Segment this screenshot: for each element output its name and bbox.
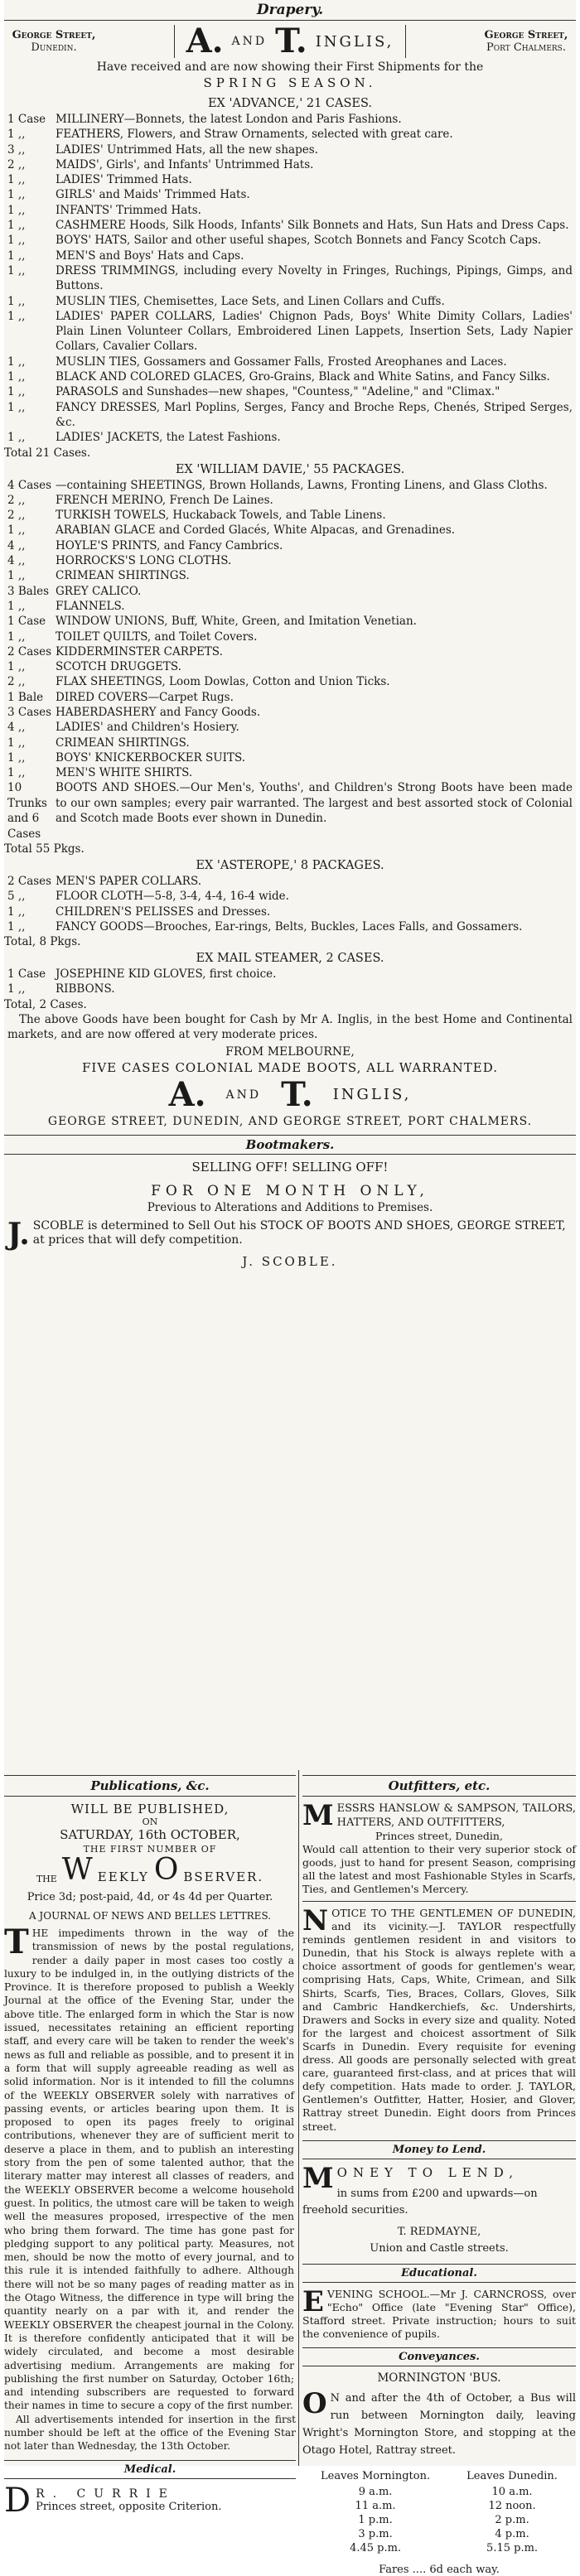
item-quantity: 1 ,, <box>7 263 26 277</box>
item-description: HORROCKS'S LONG CLOTHS. <box>56 554 232 568</box>
title-w: W <box>61 1853 93 1887</box>
drapery-closing: The above Goods have been bought for Cash by Mr A. Inglis, in the best Home and Continental markets, and are now offered at very moderate prices. <box>7 1012 573 1041</box>
shipment-item <box>7 630 573 644</box>
shipment-item <box>7 644 573 659</box>
shipment-item <box>7 889 573 904</box>
item-quantity: 1 ,, <box>7 919 26 933</box>
bus-time: 5.15 p.m. <box>486 2541 539 2554</box>
shipment-item <box>7 309 573 355</box>
from-melbourne: FROM MELBOURNE, <box>225 1044 355 1059</box>
left-address <box>4 29 104 54</box>
item-description: FLOOR CLOTH—5-8, 3-4, 4-4, 16-4 wide. <box>56 890 289 904</box>
drop-cap: M <box>302 2161 334 2195</box>
hanslow-ad <box>302 1799 576 1896</box>
shipment-item <box>7 780 573 826</box>
item-quantity: 2 ,, <box>7 157 26 171</box>
dunedin-times <box>466 2469 558 2555</box>
season-line: SPRING SEASON. <box>203 75 377 90</box>
item-description: BOYS' HATS, Sailor and other useful shapes, Scotch Bonnets and Fancy Scotch Caps. <box>56 234 542 248</box>
shipment-list <box>4 967 576 997</box>
item-description: FRENCH MERINO, French De Laines. <box>56 493 273 507</box>
previous-note: Previous to Alterations and Additions to Premises. <box>147 1200 433 1214</box>
item-quantity: 1 ,, <box>7 188 26 202</box>
currie-ad <box>4 2481 296 2520</box>
item-description: CRIMEAN SHIRTINGS. <box>56 569 190 583</box>
item-quantity: 1 ,, <box>7 431 26 445</box>
item-quantity: 1 ,, <box>7 370 26 384</box>
item-description: MUSLIN TIES, Chemisettes, Lace Sets, and Linen Collars and Cuffs. <box>56 294 445 308</box>
inglis-name <box>174 22 407 60</box>
item-quantity: 1 Case <box>7 113 46 126</box>
shipment-item <box>7 659 573 674</box>
leaves-dunedin: Leaves Dunedin. <box>466 2469 558 2482</box>
bus-time: 10 a.m. <box>491 2485 533 2498</box>
weekly-observer-title <box>4 1853 296 1887</box>
item-quantity: 1 ,, <box>7 173 26 187</box>
item-description: JOSEPHINE KID GLOVES, first choice. <box>56 967 277 982</box>
shipment-item <box>7 142 573 157</box>
and-text: AND <box>231 35 268 48</box>
publications-header: Publications, &c. <box>4 1775 296 1797</box>
item-description: PARASOLS and Sunshades—new shapes, "Countess," "Adeline," and "Climax." <box>56 385 500 399</box>
selling-off: SELLING OFF! SELLING OFF! <box>191 1159 389 1175</box>
item-quantity: 1 ,, <box>7 599 26 613</box>
item-description: MILLINERY—Bonnets, the latest London and Paris Fashions. <box>56 113 402 126</box>
name-tail: INGLIS, <box>332 1086 412 1104</box>
shipment-item <box>7 263 573 294</box>
drop-cap: T <box>4 1922 29 1961</box>
item-quantity: 5 ,, <box>7 890 26 904</box>
item-description: INFANTS' Trimmed Hats. <box>56 203 201 217</box>
and-text: AND <box>225 1088 262 1102</box>
footer-streets: GEORGE STREET, DUNEDIN, AND GEORGE STREET, PORT CHALMERS. <box>47 1114 533 1128</box>
item-description: ARABIAN GLACE and Corded Glacés, White Alpacas, and Grenadines. <box>56 523 456 538</box>
item-quantity: 1 Case <box>7 615 46 629</box>
shipment-item <box>7 690 573 705</box>
shipment-item <box>7 720 573 735</box>
drop-cap: O <box>302 2386 327 2420</box>
bus-time: 12 noon. <box>488 2499 536 2512</box>
shipment-item <box>7 553 573 568</box>
drapery-section <box>4 0 576 1269</box>
shipment-item <box>7 248 573 263</box>
item-quantity: 1 ,, <box>7 569 26 583</box>
taylor-ad <box>302 1904 576 2134</box>
item-description: —containing SHEETINGS, Brown Hollands, Lawns, Fronting Linens, and Glass Cloths. <box>56 478 548 492</box>
shipment-item <box>7 523 573 538</box>
item-description: WINDOW UNIONS, Buff, White, Green, and Imitation Venetian. <box>56 615 417 629</box>
item-description: SCOTCH DRUGGETS. <box>56 660 181 674</box>
item-quantity: 1 ,, <box>7 630 26 644</box>
item-description: MEN'S PAPER COLLARS. <box>56 874 202 888</box>
on-text: ON <box>142 1816 158 1827</box>
item-quantity: 1 ,, <box>7 400 26 414</box>
fares: Fares .... 6d each way. <box>379 2563 500 2576</box>
shipment-item <box>7 157 573 172</box>
item-description: DRESS TRIMMINGS, including every Novelty in Fringes, Ruchings, Pipings, Gimps, and Buttons. <box>56 263 573 293</box>
item-description: LADIES' Untrimmed Hats, all the new shapes. <box>56 142 318 157</box>
shipment-item <box>7 127 573 142</box>
newspaper-page <box>4 0 576 2576</box>
title-weekly: EEKLY <box>97 1869 149 1884</box>
evening-school-text: VENING SCHOOL.—Mr J. CARNCROSS, over "Echo" Office (late "Evening Star" Office), Stafford street. Private instruction; hours to suit the convenience of pupils. <box>302 2287 576 2340</box>
bus-time: 2 p.m. <box>495 2513 529 2526</box>
currie-text <box>36 2487 221 2513</box>
shipment-title: EX 'ADVANCE,' 21 CASES. <box>207 97 373 110</box>
rule <box>4 1154 576 1155</box>
shipment-item <box>7 736 573 750</box>
redmayne-address: Union and Castle streets. <box>370 2241 509 2255</box>
shipment-title: EX 'ASTEROPE,' 8 PACKAGES. <box>196 858 384 872</box>
item-quantity: 3 ,, <box>7 142 26 157</box>
shipment-item <box>7 400 573 431</box>
shipment-item <box>7 218 573 233</box>
item-description: TOILET QUILTS, and Toilet Covers. <box>56 630 258 644</box>
right-town: Port Chalmers. <box>486 41 566 54</box>
scoble-text: SCOBLE is determined to Sell Out his STOCK OF BOOTS AND SHOES, GEORGE STREET, at prices that will defy competition. <box>32 1218 566 1247</box>
first-number: THE FIRST NUMBER OF <box>83 1844 217 1855</box>
item-quantity: 1 ,, <box>7 523 26 538</box>
item-description: RIBBONS. <box>56 982 115 996</box>
item-description: MAIDS', Girls', and Infants' Untrimmed Hats. <box>56 157 314 171</box>
shipment-item <box>7 369 573 384</box>
inglis-masthead <box>4 21 576 60</box>
scoble-ad <box>4 1216 576 1252</box>
shipment-item <box>7 750 573 765</box>
shipment-item <box>7 538 573 553</box>
bus-time: 4 p.m. <box>495 2527 529 2540</box>
item-quantity: 1 ,, <box>7 234 26 248</box>
big-a: A. <box>186 22 224 60</box>
drapery-header: Drapery. <box>256 2 324 18</box>
inglis-footer-name <box>4 1074 576 1114</box>
item-description: FANCY DRESSES, Marl Poplins, Serges, Fancy and Broche Reps, Chenés, Striped Serges, &c. <box>56 400 573 429</box>
money-title: ONEY TO LEND, <box>336 2164 520 2180</box>
item-description: CRIMEAN SHIRTINGS. <box>56 736 190 750</box>
title-the: THE <box>36 1874 57 1884</box>
shipment-item <box>7 599 573 614</box>
shipment-item <box>7 112 573 127</box>
item-quantity: 1 ,, <box>7 355 26 369</box>
redmayne-name: T. REDMAYNE, <box>397 2225 481 2238</box>
item-description: BOYS' KNICKERBOCKER SUITS. <box>56 750 246 765</box>
bus-timetable <box>302 2469 576 2555</box>
item-quantity: 2 ,, <box>7 675 26 689</box>
left-town: Dunedin. <box>31 41 77 54</box>
shipment-title: EX MAIL STEAMER, 2 CASES. <box>196 952 384 966</box>
item-description: HABERDASHERY and Fancy Goods. <box>56 705 261 719</box>
shipment-total: Total 21 Cases. <box>4 446 91 460</box>
item-quantity: 1 Case <box>7 967 46 982</box>
shipment-item <box>7 508 573 523</box>
observer-text: HE impediments thrown in the way of the transmission of news by the postal regulations, render a daily paper in most cases too costly a luxury to be indulged in, in the outlying districts of the Province. It is therefore proposed to publish a Weekly Journal at the office of the Evening Star, under the above title. The enlarged form in which the Star is now issued, necessitates retaining an efficient reporting staff, and every care will be taken to render the week's news as full and reliable as possible, and to present it in a form that will supply agreeable reading as well as solid information. Nor is it intended to fill the columns of the WEEKLY OBSERVER solely with narratives of passing events, or articles bearing upon them. It is proposed to open its pages freely to original contributions, whenever they are of sufficient merit to deserve a place in them, and to publish an interesting story from the pen of some talented author, that the literary matter may interest all classes of readers, and the WEEKLY OBSERVER become a welcome household guest. In politics, the utmost care will be taken to weigh well the measures proposed, irrespective of the men who bring them forward. The time has gone past for pledging support to any political party. Measures, not men, should be now the motto of every journal, and to this rule it is intended faithfully to adhere. Although there will not be so many pages of reading matter as in the Otago Witness, the difference in type will bring the quantity nearly on a par with it, and render the WEEKLY OBSERVER the cheapest journal in the Colony. It is therefore confidently anticipated that it will be widely circulated, and become a most desirable advertising medium. Arrangements are making for publishing the first number on Saturday, October 16th; and intending subscribers are requested to forward their names in time to secure a copy of the first number. <box>4 1927 294 2412</box>
item-quantity: 1 ,, <box>7 309 26 323</box>
bus-ad <box>302 2386 576 2459</box>
shipment-list <box>4 874 576 934</box>
item-description: FANCY GOODS—Brooches, Ear-rings, Belts, Buckles, Laces Falls, and Gossamers. <box>56 919 523 933</box>
conveyances-header: Conveyances. <box>302 2347 576 2366</box>
evening-school-ad <box>302 2284 576 2341</box>
item-quantity: 1 ,, <box>7 128 26 142</box>
item-quantity: 1 ,, <box>7 219 26 233</box>
journal-line: A JOURNAL OF NEWS AND BELLES LETTRES. <box>28 1910 272 1922</box>
name-tail: INGLIS, <box>315 32 394 51</box>
big-t: T. <box>281 1074 313 1114</box>
column-divider <box>298 1770 299 2466</box>
hanslow-address: Princes street, Dunedin, <box>375 1830 503 1842</box>
item-quantity: 1 ,, <box>7 248 26 263</box>
item-description: FEATHERS, Flowers, and Straw Ornaments, selected with great care. <box>56 128 453 142</box>
publish-date: SATURDAY, 16th OCTOBER, <box>60 1827 240 1842</box>
intro-line: Have received and are now showing their First Shipments for the <box>96 60 484 74</box>
shipment-item <box>7 874 573 889</box>
item-quantity: 10 Trunks <box>7 781 47 810</box>
bus-time: 1 p.m. <box>358 2513 393 2526</box>
shipment-item <box>7 765 573 780</box>
bus-time: 3 p.m. <box>358 2527 393 2540</box>
advert-note: All advertisements intended for insertion in the first number should be left at the office of the Evening Star not later than Wednesday, the 13th October. <box>4 2413 296 2453</box>
price: Price 3d; post-paid, 4d, or 4s 4d per Quarter. <box>27 1891 273 1903</box>
item-quantity: 4 Cases <box>7 478 52 492</box>
item-quantity: 1 ,, <box>7 982 26 996</box>
hanslow-title: ESSRS HANSLOW & SAMPSON, TAILORS, HATTERS, AND OUTFITTERS, <box>336 1802 576 1829</box>
drop-cap: D <box>4 2481 31 2520</box>
item-quantity: 3 Bales <box>7 584 50 598</box>
shipment-list <box>4 112 576 446</box>
shipment-item <box>7 187 573 202</box>
item-quantity: 4 ,, <box>7 721 26 735</box>
rule <box>302 1901 576 1902</box>
big-t: T. <box>275 22 307 60</box>
shipment-item <box>7 904 573 919</box>
item-quantity: 1 ,, <box>7 766 26 780</box>
bus-time: 4.45 p.m. <box>350 2541 402 2554</box>
drop-cap: M <box>302 1799 334 1832</box>
shipment-item <box>7 982 573 996</box>
shipment-item <box>7 568 573 583</box>
item-description: GIRLS' and Maids' Trimmed Hats. <box>56 188 250 202</box>
currie-address: Princes street, opposite Criterion. <box>36 2501 222 2514</box>
item-description: MEN'S WHITE SHIRTS. <box>56 766 193 780</box>
one-month: FOR ONE MONTH ONLY, <box>151 1182 429 1199</box>
item-quantity: 4 ,, <box>7 554 26 568</box>
bus-time: 9 a.m. <box>358 2485 393 2498</box>
item-quantity-extra: and 6 Cases <box>7 812 41 841</box>
item-description: DIRED COVERS—Carpet Rugs. <box>56 690 234 704</box>
item-quantity: 1 ,, <box>7 385 26 399</box>
shipment-item <box>7 355 573 369</box>
item-description: LADIES' PAPER COLLARS, Ladies' Chignon Pads, Boys' White Dimity Collars, Ladies' Plain Linen Volunteer Collars, Embroidered Linen Lappets, Insertion Sets, Lady Napier Collars, Cavalier Collars. <box>56 309 573 354</box>
shipment-item <box>7 294 573 309</box>
shipment-title: EX 'WILLIAM DAVIE,' 55 PACKAGES. <box>175 462 405 476</box>
shipment-item <box>7 584 573 599</box>
item-description: FLAX SHEETINGS, Loom Dowlas, Cotton and Union Ticks. <box>56 675 390 689</box>
item-description: MUSLIN TIES, Gossamers and Gossamer Falls, Frosted Areophanes and Laces. <box>56 355 507 369</box>
item-quantity: 2 ,, <box>7 493 26 507</box>
mornington-times <box>321 2469 430 2555</box>
item-description: LADIES' JACKETS, the Latest Fashions. <box>56 431 281 445</box>
observer-body <box>4 1922 296 2413</box>
hanslow-body: Would call attention to their very superior stock of goods, just to hand for present Season, comprising all the latest and most Fashionable Styles in Scarfs, Ties, and Gentlemen's Mercery. <box>302 1843 576 1895</box>
scoble-sign: J. SCOBLE. <box>242 1253 338 1269</box>
shipment-total: Total, 8 Pkgs. <box>4 935 81 949</box>
item-description: MEN'S and Boys' Hats and Caps. <box>56 248 244 263</box>
drop-cap: N <box>302 1904 329 1937</box>
shipment-item <box>7 614 573 629</box>
item-quantity: 1 ,, <box>7 203 26 217</box>
bus-time: 11 a.m. <box>355 2499 396 2512</box>
item-description: TURKISH TOWELS, Huckaback Towels, and Table Linens. <box>56 509 386 523</box>
money-ad <box>302 2161 576 2257</box>
item-description: HOYLE'S PRINTS, and Fancy Cambrics. <box>56 538 283 552</box>
leaves-mornington: Leaves Mornington. <box>321 2469 431 2482</box>
item-quantity: 2 ,, <box>7 509 26 523</box>
right-column <box>302 1768 576 2576</box>
shipment-item <box>7 967 573 982</box>
shipment-item <box>7 919 573 934</box>
item-description: FLANNELS. <box>56 599 125 613</box>
shipment-item <box>7 674 573 689</box>
will-be-published: WILL BE PUBLISHED, <box>70 1802 230 1816</box>
shipment-item <box>7 172 573 187</box>
item-description: BLACK AND COLORED GLACES, Gro-Grains, Black and White Satins, and Fancy Silks. <box>56 370 550 384</box>
taylor-text: OTICE TO THE GENTLEMEN OF DUNEDIN, and its vicinity.—J. TAYLOR respectfully reminds gentlemen resident in and visitors to Dunedin, that his Stock is always replete with a choice assortment of goods for gentlemen's wear, comprising Hats, Caps, White, Crimean, and Silk Shirts, Scarfs, Ties, Braces, Collars, Gloves, Silk and Cambric Handkerchiefs, &c. Undershirts, Drawers and Socks in every size and quality. Noted for the largest and choicest assortment of Silk Scarfs in Dunedin. Every requisite for evening dress. All goods are personally selected with great care, guaranteed first-class, and at prices that will defy competition. Hats made to order. J. TAYLOR, Gentlemen's Outfitter, Hatter, Hosier, and Glover, Rattray street Dunedin. Eight doors from Princes street. <box>302 1907 576 2133</box>
right-address <box>476 29 576 54</box>
left-column <box>4 1768 296 2520</box>
shipment-item <box>7 233 573 248</box>
educational-header: Educational. <box>302 2264 576 2283</box>
item-quantity: 1 ,, <box>7 660 26 674</box>
item-description: LADIES' Trimmed Hats. <box>56 173 192 187</box>
currie-name: R. CURRIE <box>36 2487 176 2501</box>
shipment-total: Total, 2 Cases. <box>4 997 87 1011</box>
outfitters-header: Outfitters, etc. <box>302 1775 576 1797</box>
money-body: in sums from £200 and upwards—on freehold securities. <box>302 2187 538 2217</box>
item-description: LADIES' and Children's Hosiery. <box>56 721 239 735</box>
money-header: Money to Lend. <box>302 2140 576 2159</box>
bus-text: N and after the 4th of October, a Bus will run between Mornington daily, leaving Wright's Mornington Store, and stopping at the Otago Hotel, Rattray street. <box>302 2391 576 2457</box>
big-a: A. <box>168 1074 206 1114</box>
item-description: CHILDREN'S PELISSES and Dresses. <box>56 904 271 919</box>
shipment-item <box>7 705 573 720</box>
shipment-total: Total 55 Pkgs. <box>4 842 85 856</box>
title-o: O <box>153 1853 179 1887</box>
item-description: GREY CALICO. <box>56 584 142 598</box>
shipment-item <box>7 430 573 445</box>
right-street: George Street, <box>484 29 568 41</box>
drop-cap: E <box>302 2284 324 2318</box>
item-quantity: 4 ,, <box>7 538 26 552</box>
shipment-item <box>7 384 573 399</box>
left-street: George Street, <box>12 29 96 41</box>
item-quantity: 1 ,, <box>7 750 26 765</box>
item-quantity: 2 Cases <box>7 874 52 888</box>
colonial-boots: FIVE CASES COLONIAL MADE BOOTS, ALL WARRANTED. <box>81 1059 498 1075</box>
medical-header: Medical. <box>4 2460 296 2479</box>
shipment-item <box>7 493 573 508</box>
item-quantity: 1 ,, <box>7 904 26 919</box>
item-quantity: 1 Bale <box>7 690 44 704</box>
item-quantity: 1 ,, <box>7 736 26 750</box>
shipment-item <box>7 478 573 493</box>
item-description: KIDDERMINSTER CARPETS. <box>56 644 223 658</box>
item-quantity: 1 ,, <box>7 294 26 308</box>
title-observer: BSERVER. <box>183 1869 264 1884</box>
shipment-item <box>7 203 573 218</box>
item-quantity: 2 Cases <box>7 644 52 658</box>
drop-cap: J. <box>7 1216 30 1252</box>
item-quantity: 3 Cases <box>7 705 52 719</box>
item-description: BOOTS AND SHOES.—Our Men's, Youths', and Children's Strong Boots have been made to our own samples; every pair warranted. The largest and best assorted stock of Colonial and Scotch made Boots ever shown in Dunedin. <box>56 781 573 826</box>
bootmakers-header: Bootmakers. <box>245 1136 335 1152</box>
item-description: CASHMERE Hoods, Silk Hoods, Infants' Silk Bonnets and Hats, Sun Hats and Dress Caps. <box>56 219 569 233</box>
shipment-list <box>4 478 576 842</box>
bus-title: MORNINGTON 'BUS. <box>377 2371 501 2385</box>
